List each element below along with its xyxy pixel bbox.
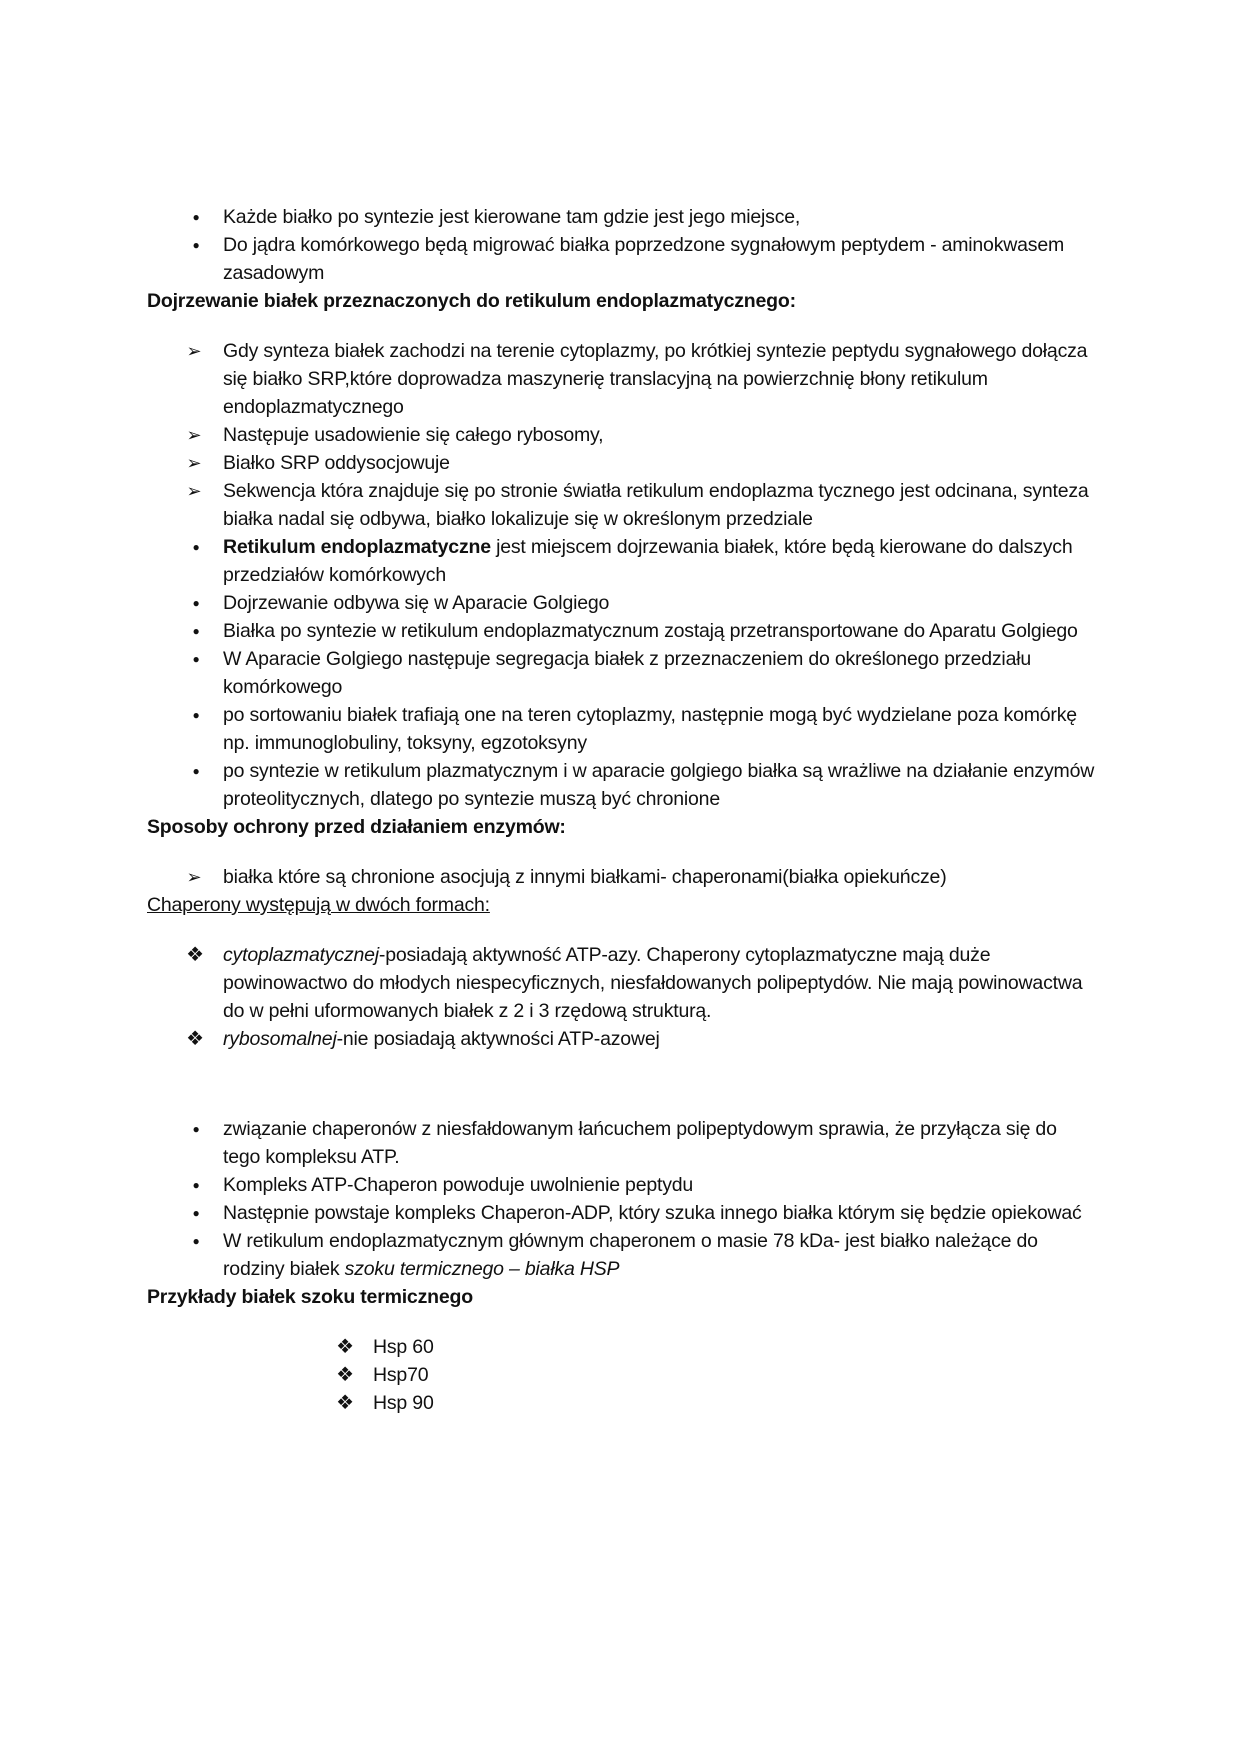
list-item [147, 645, 1097, 701]
arrow-bullet-icon: ➢ [186, 453, 202, 473]
list-item [147, 231, 1097, 287]
bullet-icon: ● [192, 708, 200, 722]
list-item-text: Hsp70 [373, 1364, 429, 1386]
list-item [147, 337, 1097, 421]
list-item-text: -posiadają aktywność ATP-azy. Chaperony cytoplazmatyczne mają duże powinowactwo do młodych niespecyficznych, niesfałdowanych polipeptydów. Nie mają powinowactwa do w pełni uformowanych białek z 2 i 3 rzędową strukturą. [223, 944, 1083, 1022]
bullet-icon: ● [192, 210, 200, 224]
diamond-bullet-icon: ❖ [336, 1364, 354, 1386]
list-item-text: W Aparacie Golgiego następuje segregacja białek z przeznaczeniem do określonego przedziału komórkowego [223, 648, 1031, 698]
list-item [147, 701, 1097, 757]
list-item [147, 1227, 1097, 1283]
list-item-text: Białko SRP oddysocjowuje [223, 452, 450, 474]
italic-term: cytoplazmatycznej [223, 944, 379, 966]
diamond-bullet-icon: ❖ [186, 944, 204, 966]
arrow-bullet-icon: ➢ [186, 341, 202, 361]
list-item-text: białka które są chronione asocjują z innymi białkami- chaperonami(białka opiekuńcze) [223, 866, 947, 888]
bold-term: Retikulum endoplazmatyczne [223, 536, 491, 558]
list-item-text: Każde białko po syntezie jest kierowane tam gdzie jest jego miejsce, [223, 206, 801, 228]
bullet-icon: ● [192, 1122, 200, 1136]
list-item-text: Hsp 90 [373, 1392, 434, 1414]
list-item [147, 1171, 1097, 1199]
spacer [147, 841, 1097, 863]
bullet-icon: ● [192, 1178, 200, 1192]
bullet-icon: ● [192, 1234, 200, 1248]
bullet-icon: ● [192, 652, 200, 666]
list-item [147, 1333, 1097, 1361]
spacer [147, 919, 1097, 941]
list-item [147, 1025, 1097, 1053]
list-item-text: po sortowaniu białek trafiają one na teren cytoplazmy, następnie mogą być wydzielane poza komórkę np. immunoglobuliny, toksyny, egzotoksyny [223, 704, 1077, 754]
list-item [147, 477, 1097, 533]
spacer [147, 315, 1097, 337]
list-item-text: Kompleks ATP-Chaperon powoduje uwolnienie peptydu [223, 1174, 694, 1196]
section-heading: Dojrzewanie białek przeznaczonych do retikulum endoplazmatycznego: [147, 290, 796, 312]
list-item-text: Białka po syntezie w retikulum endoplazmatycznum zostają przetransportowane do Aparatu Golgiego [223, 620, 1078, 642]
bullet-icon: ● [192, 596, 200, 610]
list-item-text: Dojrzewanie odbywa się w Aparacie Golgiego [223, 592, 610, 614]
bullet-icon: ● [192, 624, 200, 638]
list-item [147, 757, 1097, 813]
bullet-icon: ● [192, 540, 200, 554]
section-heading: Przykłady białek szoku termicznego [147, 1286, 473, 1308]
list-item [147, 1199, 1097, 1227]
list-item-text: związanie chaperonów z niesfałdowanym łańcuchem polipeptydowym sprawia, że przyłącza się do tego kompleksu ATP. [223, 1118, 1057, 1168]
diamond-bullet-icon: ❖ [336, 1336, 354, 1358]
list-item-text: Hsp 60 [373, 1336, 434, 1358]
list-item [147, 589, 1097, 617]
spacer [147, 1311, 1097, 1333]
list-item [147, 1115, 1097, 1171]
list-item [147, 863, 1097, 891]
list-item [147, 617, 1097, 645]
italic-term: rybosomalnej [223, 1028, 337, 1050]
sub-heading: Chaperony występują w dwóch formach: [147, 894, 490, 916]
section-heading: Sposoby ochrony przed działaniem enzymów: [147, 816, 566, 838]
list-item-text: Gdy synteza białek zachodzi na terenie cytoplazmy, po krótkiej syntezie peptydu sygnałowego dołącza się białko SRP,które doprowadza maszynerię translacyjną na powierzchnię błony retikulum endoplazmatycznego [223, 340, 1088, 418]
diamond-bullet-icon: ❖ [336, 1392, 354, 1414]
list-item-text: -nie posiadają aktywności ATP-azowej [336, 1028, 660, 1050]
list-item [147, 421, 1097, 449]
list-item-text: W retikulum endoplazmatycznym głównym chaperonem o masie 78 kDa- jest białko należące do rodziny białek [223, 1230, 1038, 1280]
list-item [147, 449, 1097, 477]
arrow-bullet-icon: ➢ [186, 425, 202, 445]
list-item [147, 1361, 1097, 1389]
list-item-text: Sekwencja która znajduje się po stronie światła retikulum endoplazma tycznego jest odcinana, synteza białka nadal się odbywa, białko lokalizuje się w określonym przedziale [223, 480, 1089, 530]
list-item-text: Następuje usadowienie się całego rybosomy, [223, 424, 604, 446]
hsp-list [147, 1333, 1097, 1417]
arrow-bullet-icon: ➢ [186, 867, 202, 887]
bullet-icon: ● [192, 764, 200, 778]
list-item-text: po syntezie w retikulum plazmatycznym i w aparacie golgiego białka są wrażliwe na działanie enzymów proteolitycznych, dlatego po syntezie muszą być chronione [223, 760, 1095, 810]
list-item-text: Do jądra komórkowego będą migrować białka poprzedzone sygnałowym peptydem - aminokwasem zasadowym [223, 234, 1065, 284]
list-item [147, 941, 1097, 1025]
bullet-icon: ● [192, 238, 200, 252]
arrow-bullet-icon: ➢ [186, 481, 202, 501]
spacer [147, 1053, 1097, 1115]
diamond-bullet-icon: ❖ [186, 1028, 204, 1050]
list-item-text: Następnie powstaje kompleks Chaperon-ADP, który szuka innego białka którym się będzie opiekować [223, 1202, 1082, 1224]
bullet-icon: ● [192, 1206, 200, 1220]
list-item-text: jest miejscem dojrzewania białek, które będą kierowane do dalszych przedziałów komórkowych [223, 536, 1073, 586]
list-item [147, 1389, 1097, 1417]
italic-term: szoku termicznego – białka HSP [344, 1258, 620, 1280]
list-item [147, 203, 1097, 231]
list-item [147, 533, 1097, 589]
document-content [147, 203, 1097, 1417]
